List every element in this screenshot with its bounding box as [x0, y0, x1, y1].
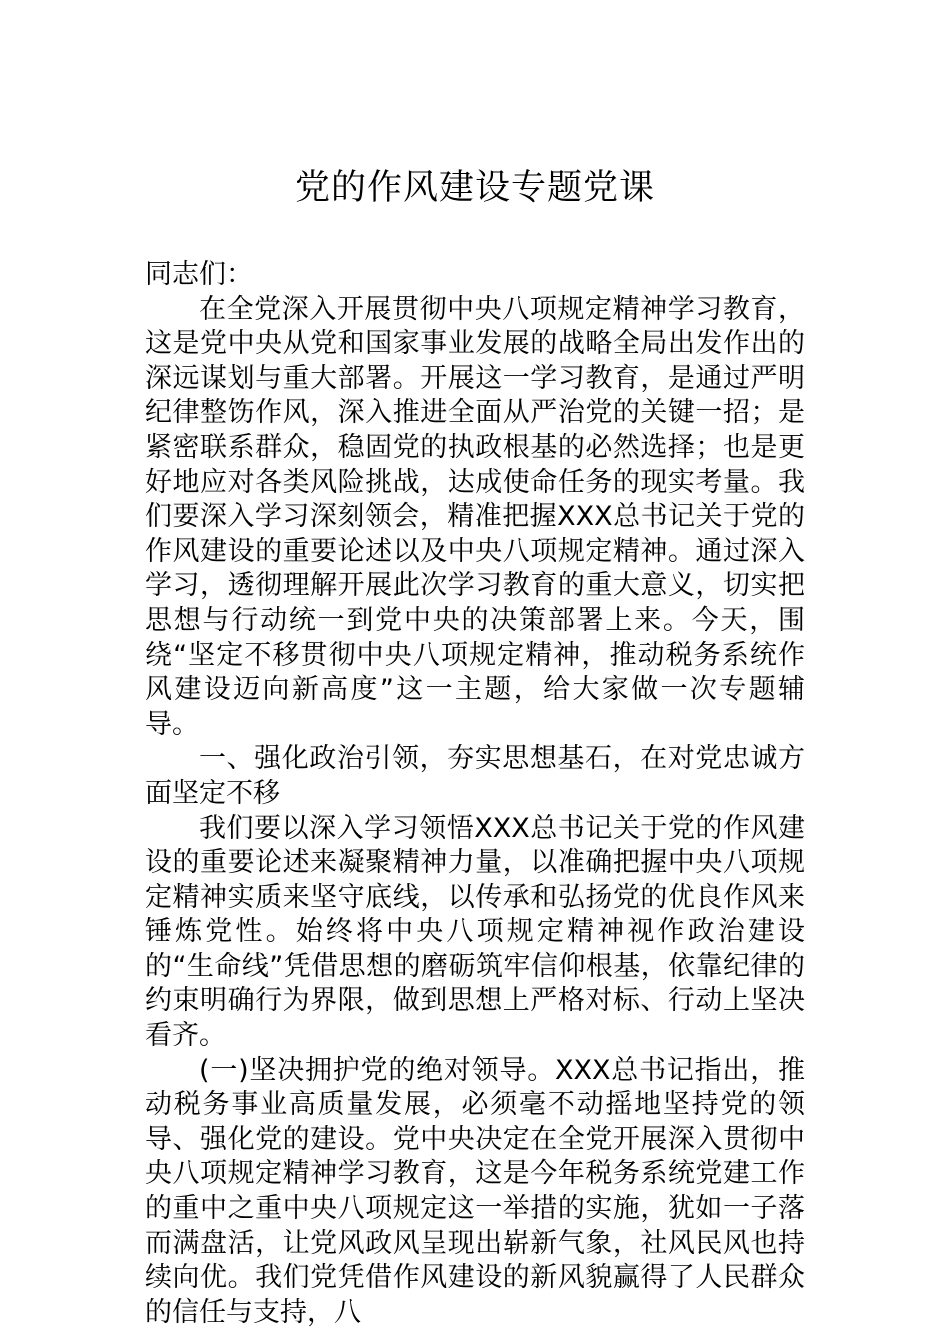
paragraph-intro: 在全党深入开展贯彻中央八项规定精神学习教育，这是党中央从党和国家事业发展的战略全局出发作出的深远谋划与重大部署。开展这一学习教育，是通过严明纪律整饬作风，深入推进全面从严治党的关键一招；是紧密联系群众，稳固党的执政根基的必然选择；也是更好地应对各类风险挑战，达成使命任务的现实考量。我们要深入学习深刻领会，精准把握XXX总书记关于党的作风建设的重要论述以及中央八项规定精神。通过深入学习，透彻理解开展此次学习教育的重大意义，切实把思想与行动统一到党中央的决策部署上来。今天，围绕“坚定不移贯彻中央八项规定精神，推动税务系统作风建设迈向新高度”这一主题，给大家做一次专题辅导。	[145, 293, 805, 740]
section-heading-1: 一、强化政治引领，夯实思想基石，在对党忠诚方面坚定不移	[145, 743, 805, 809]
paragraph-subsection-1: (一)坚决拥护党的绝对领导。XXX总书记指出，推动税务事业高质量发展，必须毫不动摇地坚持党的领导、强化党的建设。党中央决定在全党开展深入贯彻中央八项规定精神学习教育，这是今年税务系统党建工作的重中之重中央八项规定这一举措的实施，犹如一子落而满盘活，让党风政风呈现出崭新气象，社风民风也持续向优。我们党凭借作风建设的新风貌赢得了人民群众的信任与支持，八	[145, 1054, 805, 1328]
document-title: 党的作风建设专题党课	[294, 168, 655, 208]
salutation: 同志们：	[145, 259, 253, 290]
document-body	[145, 258, 805, 1330]
paragraph-section-1: 我们要以深入学习领悟XXX总书记关于党的作风建设的重要论述来凝聚精神力量，以准确把握中央八项规定精神实质来坚守底线，以传承和弘扬党的优良作风来锤炼党性。始终将中央八项规定精神视作政治建设的“生命线”凭借思想的磨砺筑牢信仰根基，依靠纪律的约束明确行为界限，做到思想上严格对标、行动上坚决看齐。	[145, 812, 805, 1052]
